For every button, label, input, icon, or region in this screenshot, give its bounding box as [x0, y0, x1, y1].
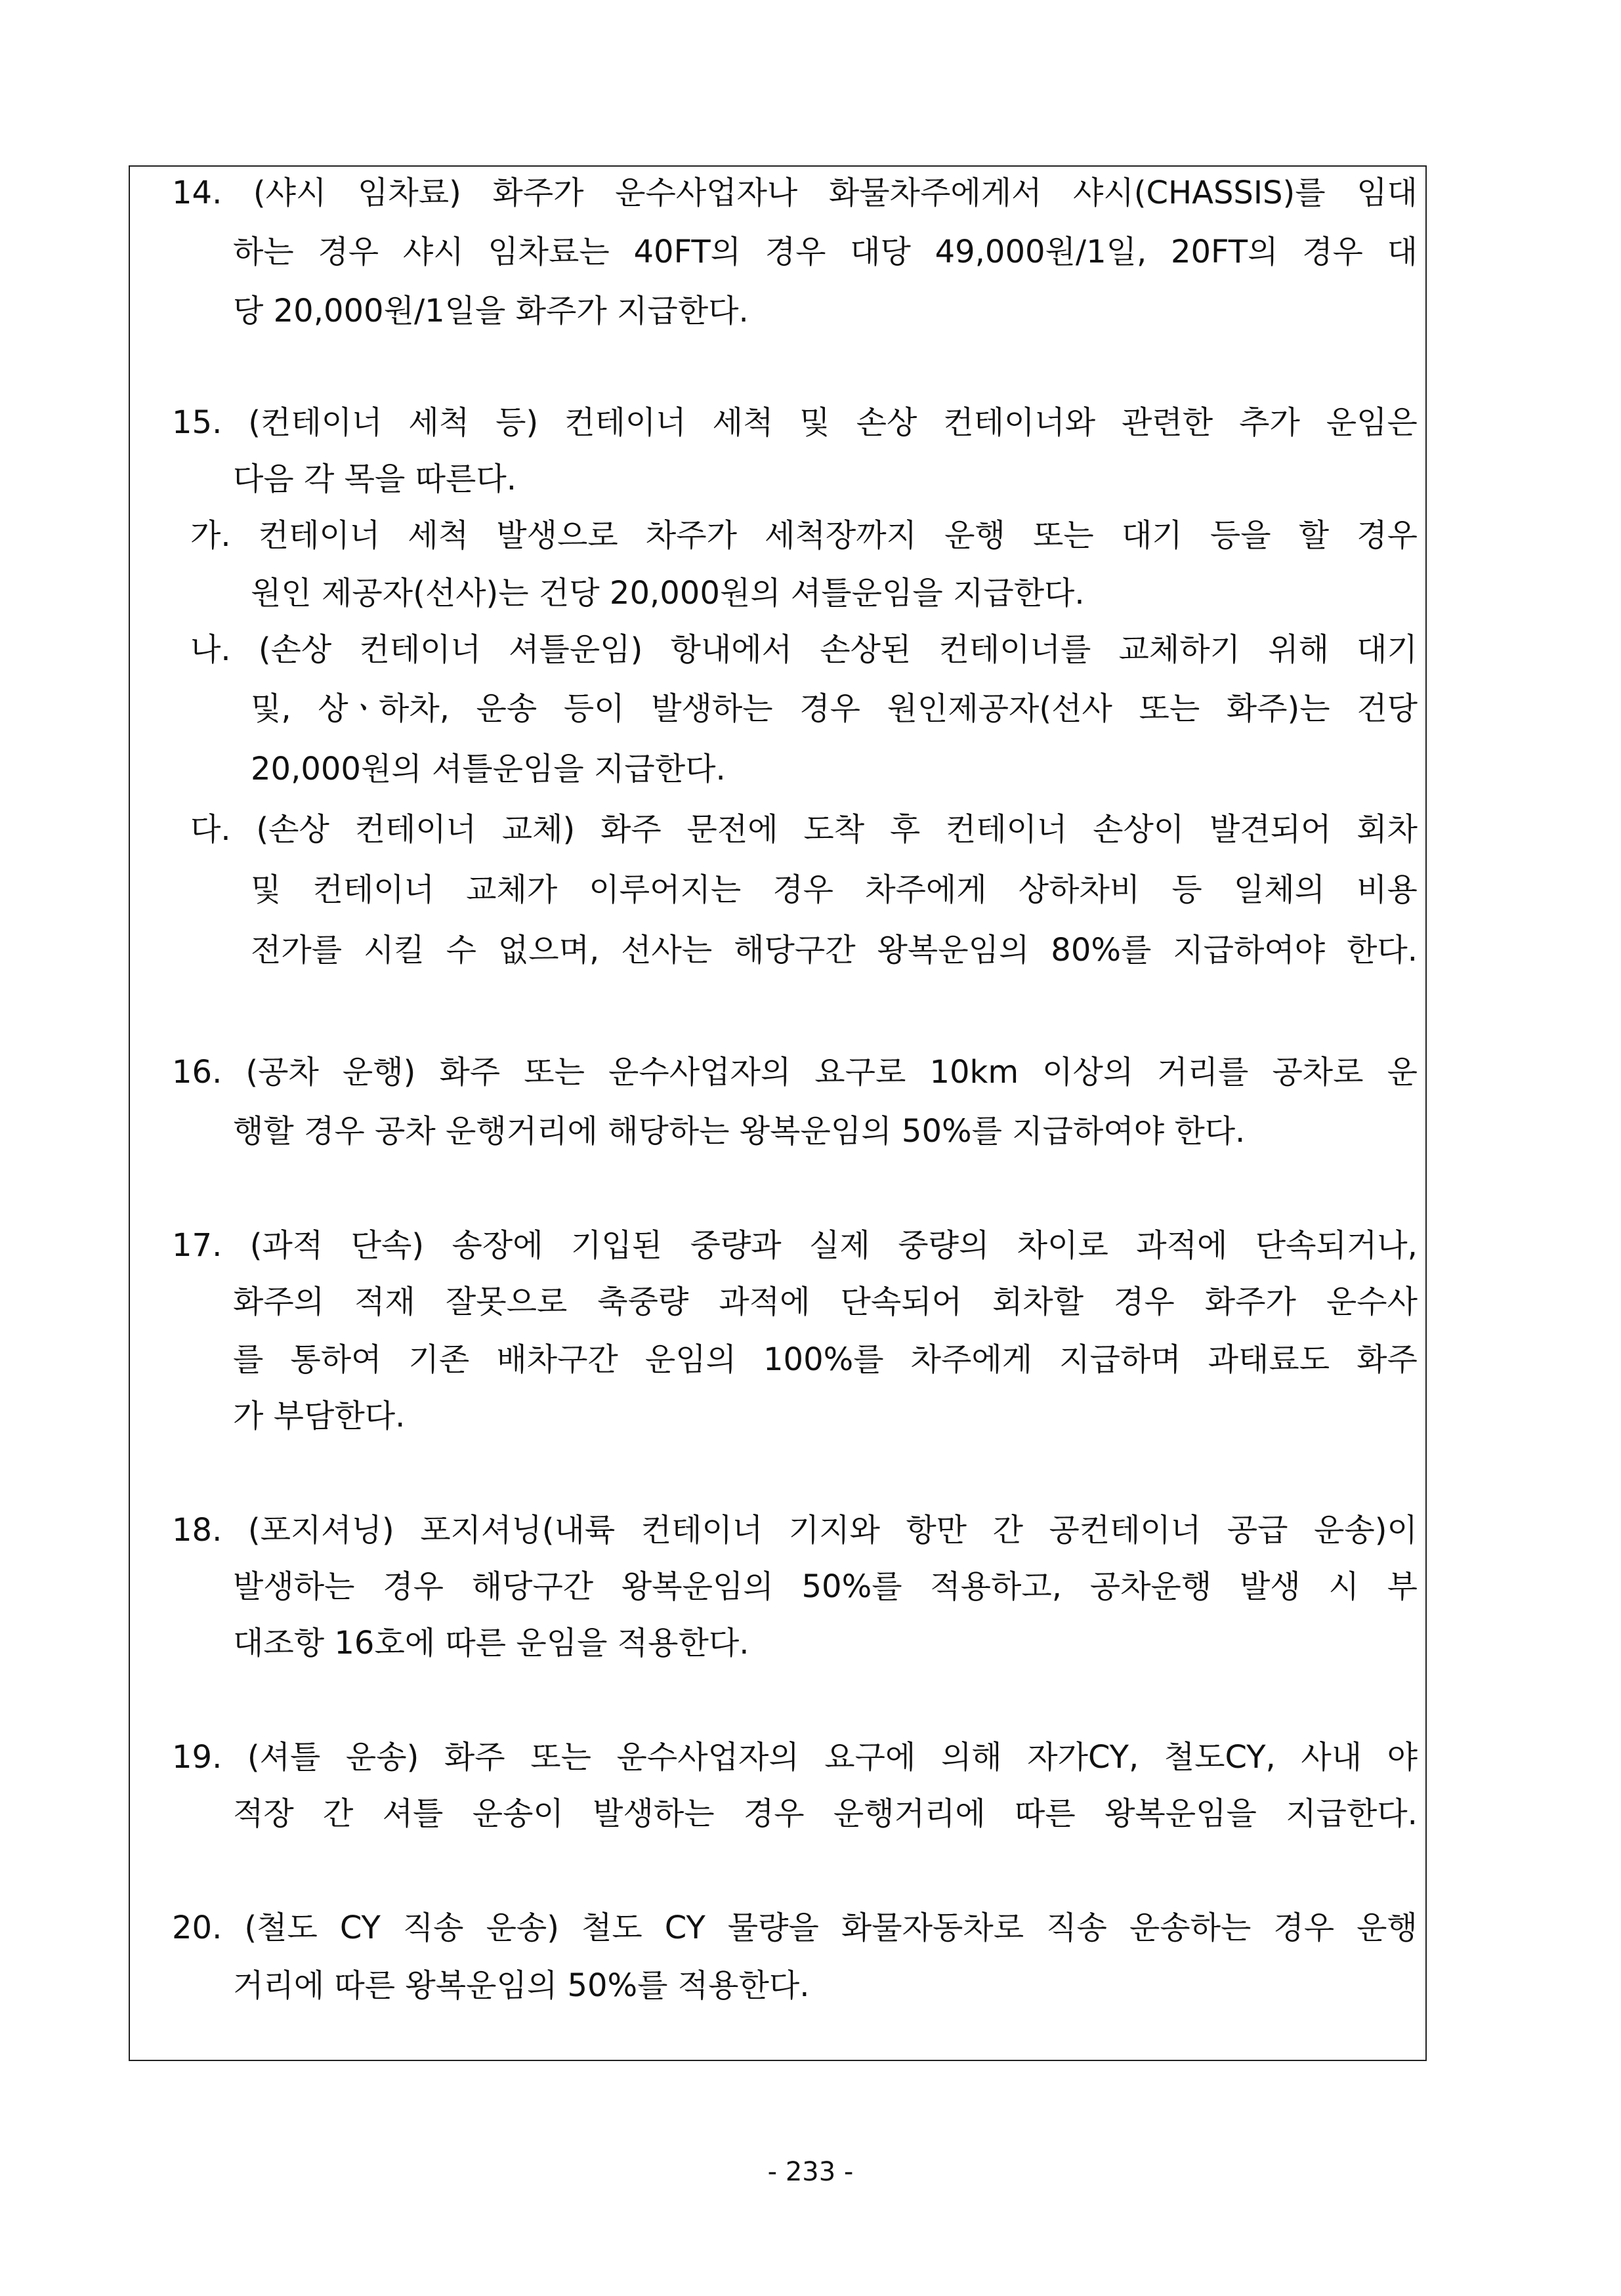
- item-18-line-1: 18. (포지셔닝) 포지셔닝(내륙 컨테이너 기지와 항만 간 공컨테이너 공급 운송)이: [172, 1512, 1418, 1549]
- item-15-line-1: 15. (컨테이너 세척 등) 컨테이너 세척 및 손상 컨테이너와 관련한 추가 운임은: [172, 404, 1418, 441]
- item-14-line-3: 당 20,000원/1일을 화주가 지급한다.: [233, 293, 749, 329]
- item-16-line-1: 16. (공차 운행) 화주 또는 운수사업자의 요구로 10km 이상의 거리를 공차로 운: [172, 1054, 1418, 1091]
- item-14-line-1: 14. (샤시 임차료) 화주가 운수사업자나 화물차주에게서 샤시(CHASSIS)를 임대: [172, 175, 1418, 211]
- page-number: - 233 -: [767, 2157, 854, 2187]
- item-18-line-3: 대조항 16호에 따른 운임을 적용한다.: [233, 1625, 749, 1661]
- item-19-line-2: 적장 간 셔틀 운송이 발생하는 경우 운행거리에 따른 왕복운임을 지급한다.: [233, 1795, 1418, 1832]
- item-20-line-2: 거리에 따른 왕복운임의 50%를 적용한다.: [233, 1967, 810, 2004]
- item-15-da-line-2: 및 컨테이너 교체가 이루어지는 경우 차주에게 상하차비 등 일체의 비용: [251, 871, 1418, 908]
- item-15-na-line-1: 나. (손상 컨테이너 셔틀운임) 항내에서 손상된 컨테이너를 교체하기 위해 대기: [190, 631, 1418, 668]
- item-15-ga-line-1: 가. 컨테이너 세척 발생으로 차주가 세척장까지 운행 또는 대기 등을 할 경우: [190, 517, 1418, 554]
- item-15-na-line-3: 20,000원의 셔틀운임을 지급한다.: [251, 751, 726, 787]
- item-17-line-1: 17. (과적 단속) 송장에 기입된 중량과 실제 중량의 차이로 과적에 단속되거나,: [172, 1227, 1418, 1264]
- item-20-line-1: 20. (철도 CY 직송 운송) 철도 CY 물량을 화물자동차로 직송 운송하는 경우 운행: [172, 1910, 1418, 1946]
- item-17-line-3: 를 통하여 기존 배차구간 운임의 100%를 차주에게 지급하며 과태료도 화주: [233, 1341, 1418, 1378]
- item-17-line-4: 가 부담한다.: [233, 1398, 406, 1434]
- item-19-line-1: 19. (셔틀 운송) 화주 또는 운수사업자의 요구에 의해 자가CY, 철도CY, 사내 야: [172, 1739, 1418, 1776]
- item-14-line-2: 하는 경우 샤시 임차료는 40FT의 경우 대당 49,000원/1일, 20FT의 경우 대: [233, 234, 1418, 270]
- item-16-line-2: 행할 경우 공차 운행거리에 해당하는 왕복운임의 50%를 지급하여야 한다.: [233, 1113, 1246, 1150]
- item-15-da-line-3: 전가를 시킬 수 없으며, 선사는 해당구간 왕복운임의 80%를 지급하여야 한다.: [251, 932, 1418, 969]
- item-17-line-2: 화주의 적재 잘못으로 축중량 과적에 단속되어 회차할 경우 화주가 운수사: [233, 1284, 1418, 1320]
- item-15-na-line-2: 및, 상ㆍ하차, 운송 등이 발생하는 경우 원인제공자(선사 또는 화주)는 건당: [251, 690, 1418, 727]
- item-15-da-line-1: 다. (손상 컨테이너 교체) 화주 문전에 도착 후 컨테이너 손상이 발견되어 회차: [190, 811, 1418, 848]
- item-18-line-2: 발생하는 경우 해당구간 왕복운임의 50%를 적용하고, 공차운행 발생 시 부: [233, 1568, 1418, 1605]
- item-15-ga-line-2: 원인 제공자(선사)는 건당 20,000원의 셔틀운임을 지급한다.: [251, 575, 1085, 612]
- item-15-line-2: 다음 각 목을 따른다.: [233, 461, 516, 497]
